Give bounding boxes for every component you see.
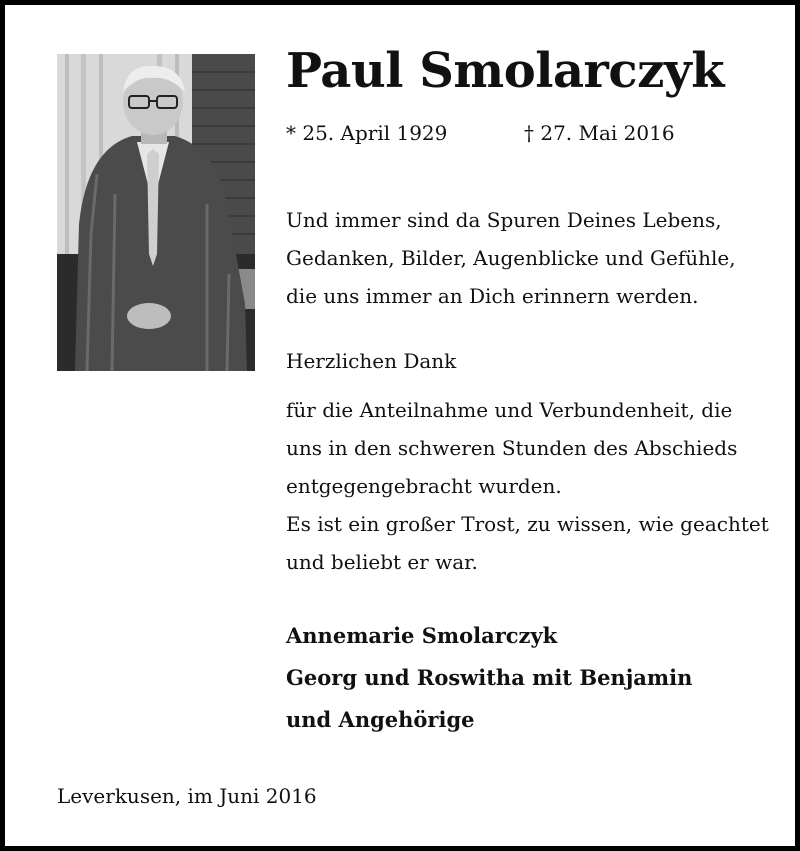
poem-line: Und immer sind da Spuren Deines Lebens, xyxy=(286,208,722,232)
birth-date: * 25. April 1929 xyxy=(286,121,448,145)
death-date: † 27. Mai 2016 xyxy=(524,121,675,145)
memorial-poem xyxy=(286,201,736,315)
place-date: Leverkusen, im Juni 2016 xyxy=(57,784,317,808)
mourner-name: Annemarie Smolarczyk xyxy=(286,623,558,648)
poem-line: die uns immer an Dich erinnern werden. xyxy=(286,284,699,308)
thanks-line: für die Anteilnahme und Verbundenheit, die xyxy=(286,398,733,422)
portrait-photo-icon xyxy=(57,54,255,371)
mourner-name: Georg und Roswitha mit Benjamin xyxy=(286,665,693,690)
thanks-line: Es ist ein großer Trost, zu wissen, wie geachtet xyxy=(286,512,769,536)
life-dates xyxy=(286,119,675,147)
thanks-line: entgegengebracht wurden. xyxy=(286,474,562,498)
poem-line: Gedanken, Bilder, Augenblicke und Gefühle, xyxy=(286,246,736,270)
deceased-name: Paul Smolarczyk xyxy=(286,43,724,99)
thanks-line: uns in den schweren Stunden des Abschieds xyxy=(286,436,738,460)
thanks-text xyxy=(286,391,769,581)
thanks-heading: Herzlichen Dank xyxy=(286,349,457,373)
thanks-line: und beliebt er war. xyxy=(286,550,478,574)
mourners-list xyxy=(286,615,692,741)
mourner-name: und Angehörige xyxy=(286,707,475,732)
portrait-photo xyxy=(57,54,255,371)
